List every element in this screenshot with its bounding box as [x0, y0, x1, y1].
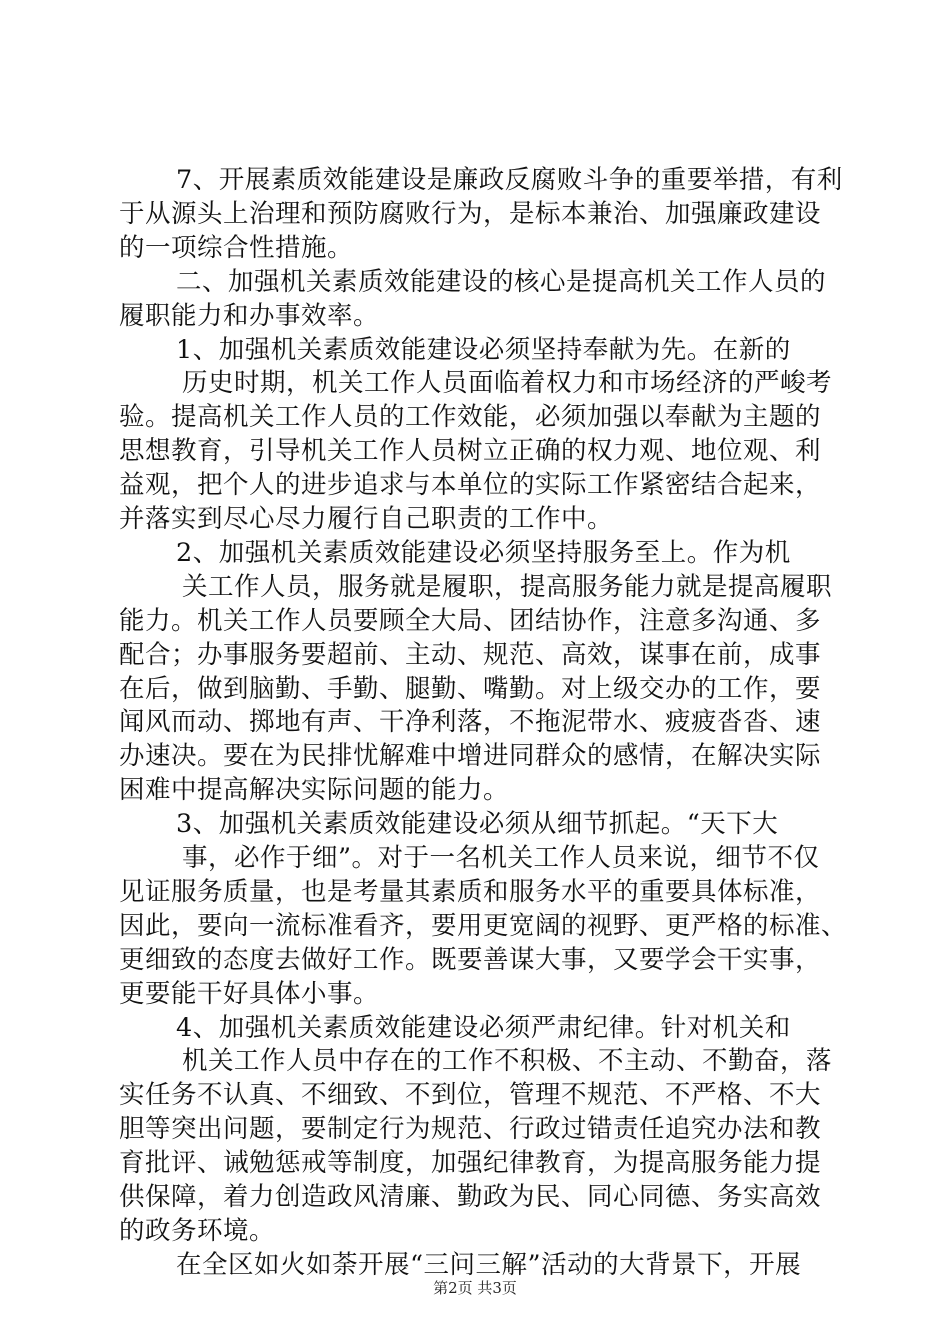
text-line: 2、加强机关素质效能建设必须坚持服务至上。作为机 [176, 537, 791, 568]
text-line: 历史时期，机关工作人员面临着权力和市场经济的严峻考 [182, 368, 833, 399]
text-line: 闻风而动、掷地有声、干净利落，不拖泥带水、疲疲沓沓、速 [119, 707, 822, 738]
text-line: 更要能干好具体小事。 [119, 978, 380, 1009]
text-line: 机关工作人员中存在的工作不积极、不主动、不勤奋，落 [182, 1046, 833, 1077]
text-line: 实任务不认真、不细致、不到位，管理不规范、不严格、不大 [119, 1080, 822, 1111]
page-footer: 第2页 共3页 [433, 1279, 517, 1297]
text-line: 的一项综合性措施。 [119, 232, 354, 263]
text-line: 胆等突出问题，要制定行为规范、行政过错责任追究办法和教 [119, 1114, 822, 1145]
text-line: 二、加强机关素质效能建设的核心是提高机关工作人员的 [176, 266, 827, 297]
text-line: 益观，把个人的进步追求与本单位的实际工作紧密结合起来， [119, 470, 822, 501]
text-line: 办速决。要在为民排忧解难中增进同群众的感情，在解决实际 [119, 741, 822, 772]
text-line: 验。提高机关工作人员的工作效能，必须加强以奉献为主题的 [119, 402, 822, 433]
text-line: 育批评、诫勉惩戒等制度，加强纪律教育，为提高服务能力提 [119, 1148, 822, 1179]
text-line: 关工作人员，服务就是履职，提高服务能力就是提高履职 [182, 571, 833, 602]
text-line: 配合；办事服务要超前、主动、规范、高效，谋事在前，成事 [119, 639, 822, 670]
text-line: 能力。机关工作人员要顾全大局、团结协作，注意多沟通、多 [119, 605, 822, 636]
text-line: 3、加强机关素质效能建设必须从细节抓起。“天下大 [176, 809, 779, 840]
text-line: 4、加强机关素质效能建设必须严肃纪律。针对机关和 [176, 1012, 791, 1043]
text-line: 更细致的态度去做好工作。既要善谋大事，又要学会干实事， [119, 944, 822, 975]
text-line: 在全区如火如荼开展“三问三解”活动的大背景下，开展 [176, 1249, 802, 1280]
text-line: 并落实到尽心尽力履行自己职责的工作中。 [119, 504, 614, 534]
text-line: 因此，要向一流标准看齐，要用更宽阔的视野、更严格的标准、 [119, 910, 848, 941]
text-line: 1、加强机关素质效能建设必须坚持奉献为先。在新的 [176, 334, 791, 365]
text-line: 于从源头上治理和预防腐败行为，是标本兼治、加强廉政建设 [119, 198, 822, 229]
text-line: 履职能力和办事效率。 [119, 300, 380, 331]
text-line: 见证服务质量，也是考量其素质和服务水平的重要具体标准， [119, 876, 822, 907]
text-line: 困难中提高解决实际问题的能力。 [119, 775, 510, 806]
text-line: 7、开展素质效能建设是廉政反腐败斗争的重要举措，有利 [176, 165, 843, 195]
text-line: 供保障，着力创造政风清廉、勤政为民、同心同德、务实高效 [119, 1182, 822, 1212]
text-line: 在后，做到脑勤、手勤、腿勤、嘴勤。对上级交办的工作，要 [119, 673, 822, 704]
text-line: 的政务环境。 [119, 1215, 276, 1246]
text-line: 思想教育，引导机关工作人员树立正确的权力观、地位观、利 [119, 436, 822, 467]
text-line: 事，必作于细”。对于一名机关工作人员来说，细节不仅 [182, 843, 820, 873]
